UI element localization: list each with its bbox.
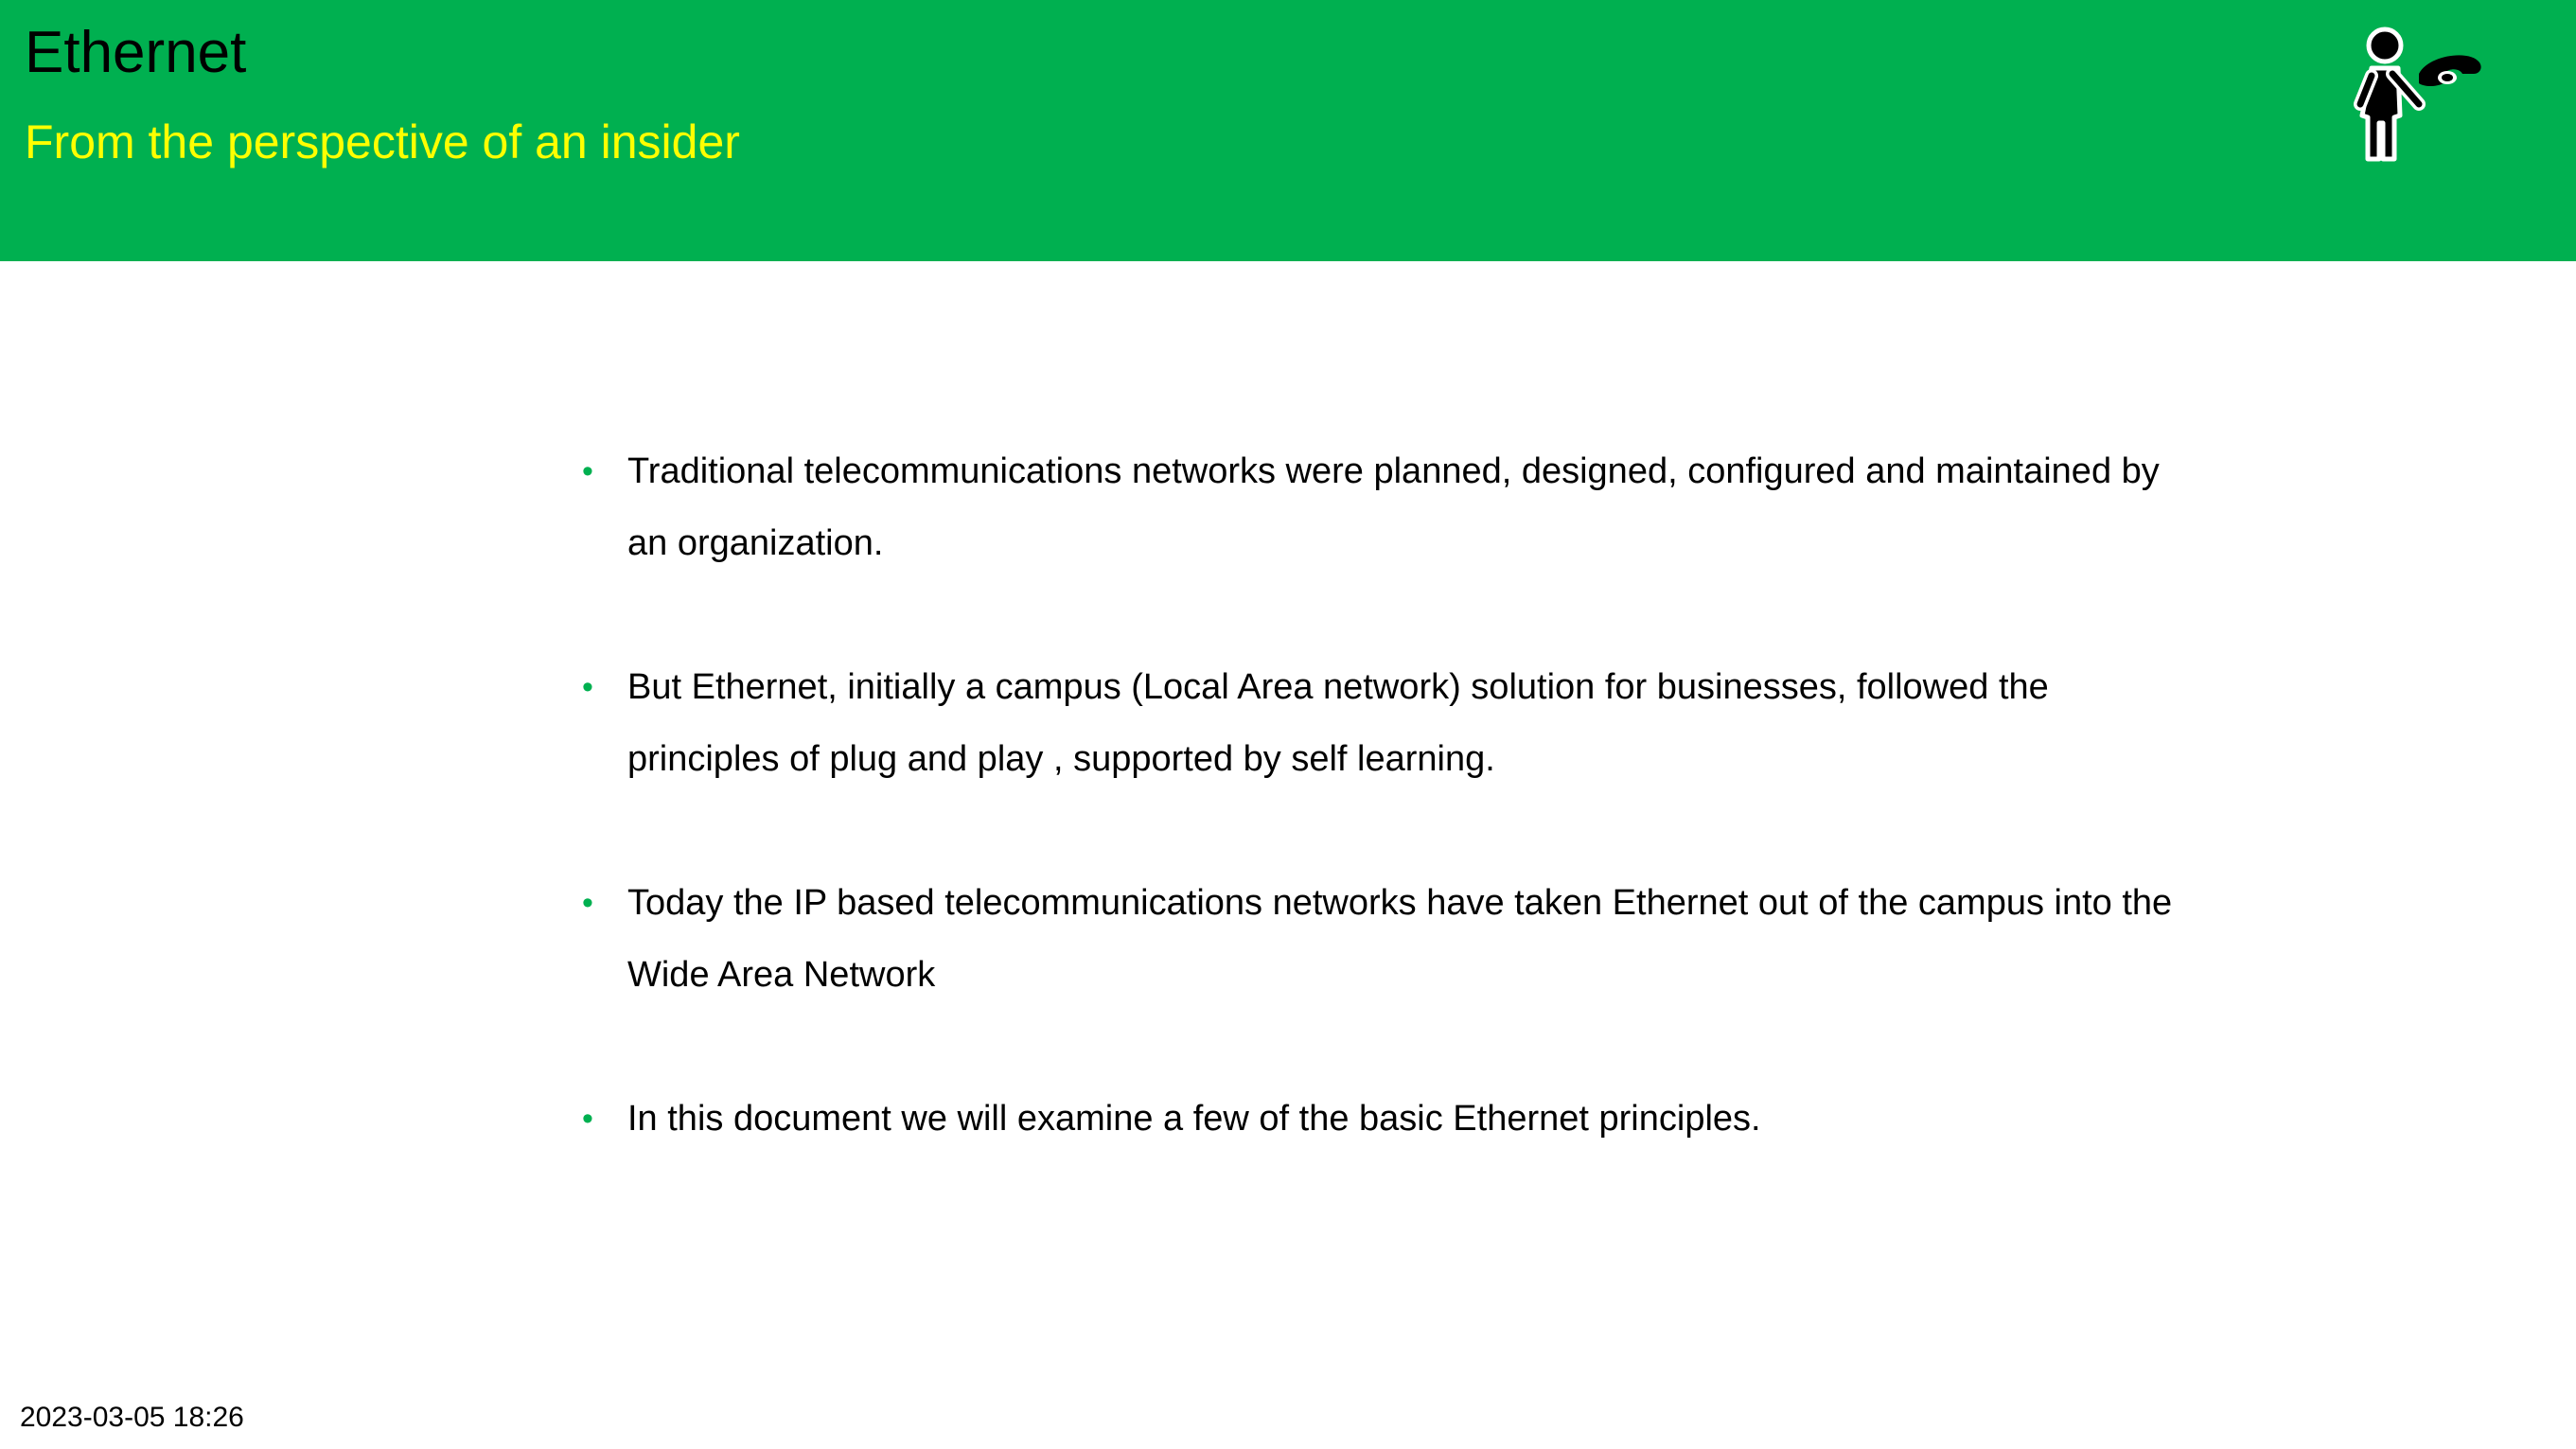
- slide-subtitle: From the perspective of an insider: [25, 115, 740, 168]
- bullet-marker-icon: •: [582, 453, 593, 489]
- bullet-item: [582, 651, 2191, 795]
- bullet-item: [582, 1083, 2191, 1155]
- bullet-text: In this document we will examine a few of the basic Ethernet principles.: [627, 1099, 1761, 1139]
- bullet-content: [582, 435, 2191, 1155]
- person-with-telephone-icon: [2338, 25, 2489, 168]
- bullet-marker-icon: •: [582, 669, 593, 705]
- bullet-text: Today the IP based telecommunications networks have taken Ethernet out of the campus into the Wide Area Network: [627, 883, 2173, 995]
- bullet-marker-icon: •: [582, 1101, 593, 1137]
- footer-date: 2023-03-05 18:26: [20, 1402, 244, 1433]
- bullet-text: But Ethernet, initially a campus (Local Area network) solution for businesses, followed the principles of plug and play , supported by self learning.: [627, 667, 2049, 779]
- bullet-item: [582, 435, 2191, 579]
- bullet-text: Traditional telecommunications networks were planned, designed, configured and maintained by an organization.: [627, 451, 2160, 563]
- bullet-marker-icon: •: [582, 885, 593, 921]
- bullet-list: [582, 435, 2191, 1155]
- slide-title: Ethernet: [25, 20, 247, 85]
- bullet-item: [582, 867, 2191, 1011]
- header-banner: [0, 0, 2576, 261]
